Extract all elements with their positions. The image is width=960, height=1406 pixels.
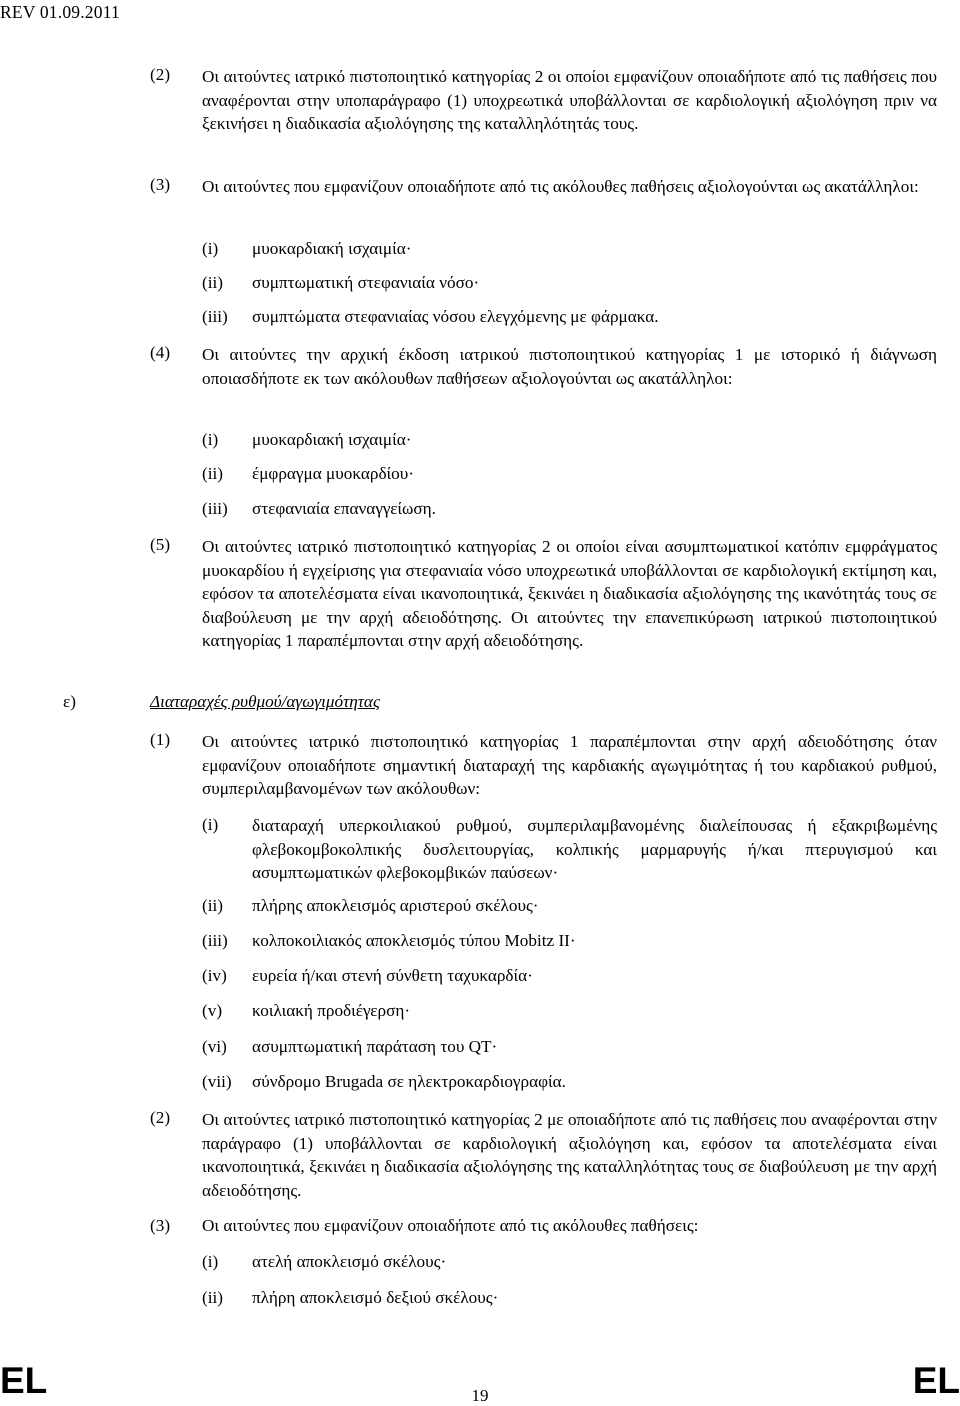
section-label: ε) [63, 692, 76, 711]
list-item-label: (i) [202, 1252, 219, 1271]
paragraph-text: Οι αιτούντες ιατρικό πιστοποιητικό κατηγορίας 2 οι οποίοι είναι ασυμπτωματικοί κατόπιν εμφράγματος μυοκαρδίου ή εγχείρισης για στεφανιαία νόσο υποχρεωτικά υποβάλλονται σε καρδιολογική εκτίμηση και, εφόσον τα αποτελέσματα είναι ικανοποιητικά, ξεκινάει η διαδικασία αξιολόγησης της ικανότητάς τους σε διαβούλευση με την αρχή αδειοδότησης. Οι αιτούντες την επανεπικύρωση ιατρικού πιστοποιητικού κατηγορίας 1 παραπέμπονται στην αρχή αδειοδότησης. [202, 537, 937, 651]
paragraph-label: (3) [150, 1216, 171, 1235]
section-heading: Διαταραχές ρυθμού/αγωγιμότητας [150, 692, 380, 711]
footer-language-code: EL [912, 1360, 960, 1401]
paragraph-label: (2) [150, 1108, 171, 1127]
paragraph-label: (3) [150, 175, 171, 194]
list-item-text: πλήρη αποκλεισμό δεξιού σκέλους· [252, 1288, 499, 1307]
footer-language-code: EL [0, 1360, 48, 1401]
list-item-label: (i) [202, 239, 219, 258]
list-item-label: (iii) [202, 307, 228, 326]
list-item-text: κοιλιακή προδιέγερση· [252, 1001, 411, 1020]
list-item-label: (ii) [202, 273, 223, 292]
paragraph-text: Οι αιτούντες ιατρικό πιστοποιητικό κατηγορίας 1 παραπέμπονται στην αρχή αδειοδότησης όταν εμφανίζουν οποιαδήποτε σημαντική διαταραχή της καρδιακής αγωγιμότητας ή του καρδιακού ρυθμού, συμπεριλαμβανομένων των ακόλουθων: [202, 732, 937, 799]
paragraph-text: Οι αιτούντες ιατρικό πιστοποιητικό κατηγορίας 2 με οποιαδήποτε από τις παθήσεις που αναφέρονται στην παράγραφο (1) υποβάλλονται σε καρδιολογική αξιολόγηση και, εφόσον τα αποτελέσματα είναι ικανοποιητικά, ξεκινάει η διαδικασία αξιολόγησης της καταλληλότητας τους σε διαβούλευση με την αρχή αδειοδότησης. [202, 1110, 937, 1200]
list-item-label: (ii) [202, 1288, 223, 1307]
list-item-label: (ii) [202, 896, 223, 915]
list-item-label: (i) [202, 815, 219, 834]
paragraph-label: (2) [150, 65, 171, 84]
list-item-label: (iii) [202, 931, 228, 950]
list-item-text: ασυμπτωματική παράταση του QT· [252, 1037, 498, 1056]
list-item-text: συμπτώματα στεφανιαίας νόσου ελεγχόμενης με φάρμακα. [252, 307, 659, 326]
list-item-text: σύνδρομο Brugada σε ηλεκτροκαρδιογραφία. [252, 1072, 566, 1091]
list-item-text: ευρεία ή/και στενή σύνθετη ταχυκαρδία· [252, 966, 533, 985]
list-item-label: (iii) [202, 499, 228, 518]
list-item-text: συμπτωματική στεφανιαία νόσο· [252, 273, 480, 292]
list-item-text: μυοκαρδιακή ισχαιμία· [252, 239, 412, 258]
paragraph-text: Οι αιτούντες που εμφανίζουν οποιαδήποτε από τις ακόλουθες παθήσεις: [202, 1216, 699, 1235]
list-item-label: (v) [202, 1001, 223, 1020]
paragraph-text: Οι αιτούντες ιατρικό πιστοποιητικό κατηγορίας 2 οι οποίοι εμφανίζουν οποιαδήποτε από τις παθήσεις που αναφέρονται στην υποπαράγραφο (1) υποχρεωτικά υποβάλλονται σε καρδιολογική αξιολόγηση πριν να ξεκινήσει η διαδικασία αξιολόγησης της καταλληλότητάς τους. [202, 67, 937, 134]
list-item-label: (vii) [202, 1072, 232, 1091]
list-item-text: διαταραχή υπερκοιλιακού ρυθμού, συμπεριλαμβανομένης διαλείπουσας ή εξακριβωμένης φλεβοκομβοκολπικής δυσλειτουργίας, κολπικής μαρμαρυγής ή/και πτερυγισμού και ασυμπτωματικών φλεβοκομβικών παύσεων· [252, 816, 937, 883]
list-item-text: πλήρης αποκλεισμός αριστερού σκέλους· [252, 896, 539, 915]
paragraph-label: (1) [150, 730, 171, 749]
page-number: 19 [471, 1386, 489, 1405]
list-item-text: μυοκαρδιακή ισχαιμία· [252, 430, 412, 449]
paragraph-text: Οι αιτούντες που εμφανίζουν οποιαδήποτε από τις ακόλουθες παθήσεις αξιολογούνται ως ακατάλληλοι: [202, 177, 919, 196]
paragraph-label: (5) [150, 535, 171, 554]
list-item-label: (ii) [202, 464, 223, 483]
list-item-text: έμφραγμα μυοκαρδίου· [252, 464, 415, 483]
list-item-label: (i) [202, 430, 219, 449]
list-item-label: (vi) [202, 1037, 227, 1056]
list-item-text: κολποκοιλιακός αποκλεισμός τύπου Mobitz II· [252, 931, 576, 950]
paragraph-text: Οι αιτούντες την αρχική έκδοση ιατρικού πιστοποιητικού κατηγορίας 1 με ιστορικό ή διάγνωση οποιασδήποτε εκ των ακόλουθων παθήσεων αξιολογούνται ως ακατάλληλοι: [202, 345, 937, 388]
paragraph-label: (4) [150, 343, 171, 362]
list-item-text: στεφανιαία επαναγγείωση. [252, 499, 436, 518]
list-item-text: ατελή αποκλεισμό σκέλους· [252, 1252, 447, 1271]
list-item-label: (iv) [202, 966, 227, 985]
revision-header: REV 01.09.2011 [0, 2, 120, 22]
